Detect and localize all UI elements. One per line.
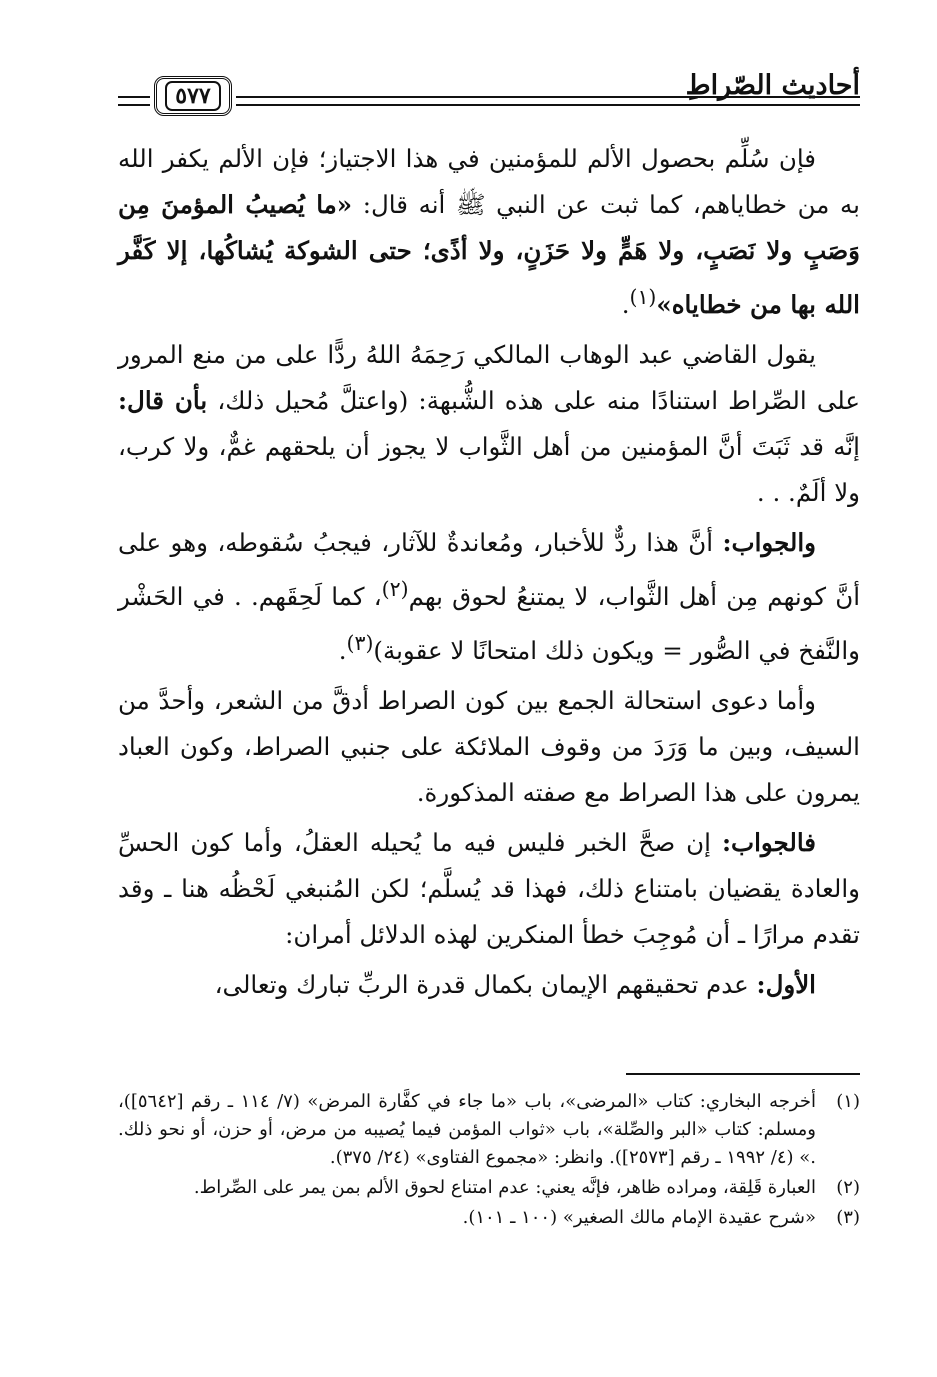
paragraph-text: . [338,636,347,666]
paragraph-text: فإن سُلِّم بحصول الألم للمؤمنين في هذا الاجتياز؛ فإن الألم يكفر الله به من خطاياهم، كما ثبت عن النبي ﷺ أنه قال: [118,144,860,219]
paragraph-text: ، كما لَحِقَهم. . في الحَشْر والنَّفخ في الصُّور = ويكون ذلك امتحانًا لا عقوبة) [118,582,860,666]
body-text [118,136,860,1012]
paragraph-text: . [621,290,630,320]
footnote-item [118,1088,860,1172]
header-rule-right [236,96,860,106]
page-header [118,62,860,122]
paragraph-2 [118,332,860,516]
answer-label: والجواب: [722,528,816,558]
paragraph-text: إنَّه قد ثَبَتَ أنَّ المؤمنين من أهل الثَّواب لا يجوز أن يلحقهم غمٌّ، ولا كرب، ولا ألَمٌ. . . [118,432,860,508]
first-label: الأول: [756,970,816,1000]
paragraph-1 [118,136,860,328]
page-number-frame [154,76,232,116]
paragraph-text: عدم تحقيقهم الإيمان بكمال قدرة الربِّ تبارك وتعالى، [214,970,757,1000]
footnote-separator [626,1073,860,1075]
footnote-ref-2: (٢) [381,577,409,602]
footnote-ref-3: (٣) [346,631,374,656]
footnote-item [118,1204,860,1232]
footnote-ref-1: (١) [629,285,657,309]
bold-phrase: بأن قال: [118,386,208,416]
footnote-item [118,1174,860,1202]
footnote-number: (٣) [836,1207,860,1228]
header-rule-left [118,96,150,106]
paragraph-4: وأما دعوى استحالة الجمع بين كون الصراط أدقَّ من الشعر، وأحدَّ من السيف، وبين ما وَرَدَ من وقوف الملائكة على جنبي الصراط، وكون العباد يمرون على هذا الصراط مع صفته المذكورة. [118,686,860,808]
footnote-text: العبارة قَلِقة، ومراده ظاهر، فإنَّه يعني: عدم امتناع لحوق الألم بمن يمر على الصِّراط. [193,1177,816,1198]
running-title: أحاديث الصّراطِ [685,70,860,101]
hadith-quote: «ما يُصيبُ المؤمنَ مِن وَصَبٍ ولا نَصَبٍ، ولا هَمٍّ ولا حَزَنٍ، ولا أذًى؛ حتى الشوكة يُشاكُها، إلا كَفَّر الله بها من خطاياه» [118,190,860,320]
footnote-text: «شرح عقيدة الإمام مالك الصغير» (١٠٠ ـ ١٠١). [462,1207,816,1228]
paragraph-text: أنَّ هذا ردٌّ للأخبار، ومُعاندةٌ للآثار، فيجبُ سُقوطه، وهو على أنَّ كونهم مِن أهل الثَّواب، لا يمتنعُ لحوق بهم [118,528,860,612]
footnotes [118,1088,860,1234]
paragraph-5 [118,820,860,958]
answer-label: فالجواب: [721,828,816,858]
paragraph-text: يقول القاضي عبد الوهاب المالكي رَحِمَهُ اللهُ ردًّا على من منع المرور على الصِّراط استنادًا منه على هذه الشُّبهة: (واعتلَّ مُحيل ذلك، [118,340,860,416]
footnote-number: (١) [836,1091,860,1112]
footnote-number: (٢) [836,1177,860,1198]
page-number: ٥٧٧ [165,81,220,111]
paragraph-6 [118,962,860,1008]
paragraph-3 [118,520,860,674]
paragraph-text: إن صحَّ الخبر فليس فيه ما يُحيله العقلُ، وأما كون الحسِّ والعادة يقضيان بامتناع ذلك، فهذا قد يُسلَّم؛ لكن المُنبغي لَحْظُه هنا ـ وقد تقدم مرارًا ـ أن مُوجِبَ خطأ المنكرين لهذه الدلائل أمران: [118,828,860,950]
footnote-text: أخرجه البخاري: كتاب «المرضى»، باب «ما جاء في كفَّارة المرض» (٧/ ١١٤ ـ رقم [٥٦٤٢])، ومسلم: كتاب «البر والصِّلة»، باب «ثواب المؤمن فيما يُصيبه من مرض، أو حزن، أو نحو ذلك. .» (٤/ ١٩٩٢ ـ رقم [٢٥٧٣]). وانظر: «مجموع الفتاوى» (٢٤/ ٣٧٥). [118,1091,817,1168]
